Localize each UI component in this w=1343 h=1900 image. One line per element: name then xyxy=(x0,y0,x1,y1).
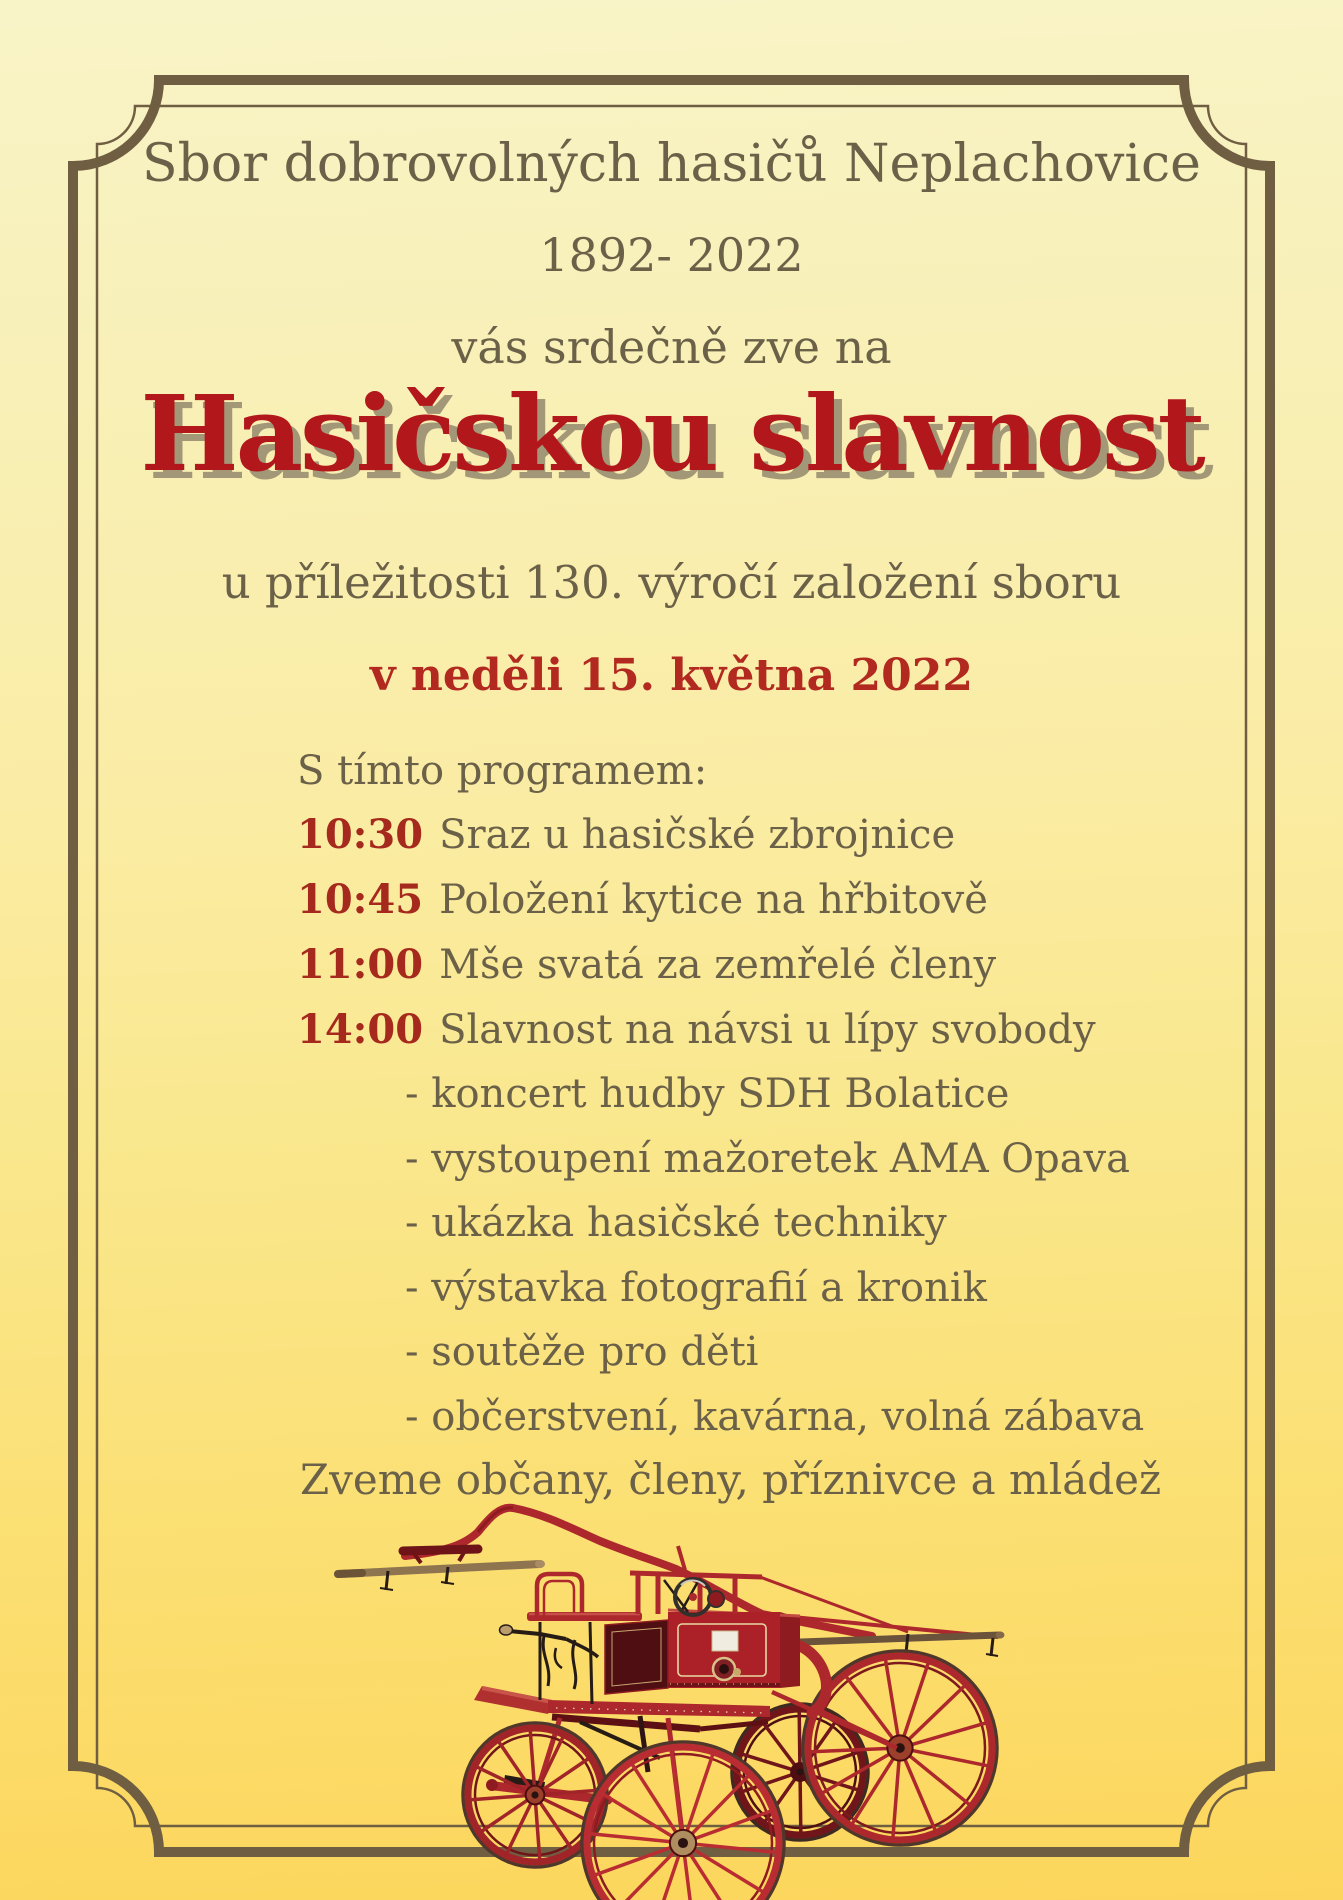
program-time: 10:45 xyxy=(297,876,424,923)
afternoon-activity-item: - soutěže pro děti xyxy=(405,1329,759,1375)
afternoon-activity-item: - ukázka hasičské techniky xyxy=(405,1200,947,1246)
organization-line: Sbor dobrovolných hasičů Neplachovice xyxy=(142,134,1201,194)
years-line: 1892- 2022 xyxy=(539,228,804,282)
program-time: 11:00 xyxy=(297,941,424,988)
poster-title: Hasičskou slavnost xyxy=(140,372,1203,495)
cart-front-wheel xyxy=(582,1742,784,1900)
cart-left-wheel xyxy=(463,1723,607,1867)
program-time: 14:00 xyxy=(297,1006,424,1053)
program-heading: S tímto programem: xyxy=(297,748,708,794)
cart-right-wheel xyxy=(803,1651,997,1845)
program-row xyxy=(297,876,988,923)
cart-rear-hidden-wheel xyxy=(732,1704,868,1840)
program-row xyxy=(297,1006,1096,1053)
closing-line: Zveme občany, členy, příznivce a mládež xyxy=(300,1455,1162,1504)
afternoon-activity-item: - občerstvení, kavárna, volná zábava xyxy=(405,1394,1145,1440)
program-activity: Sraz u hasičské zbrojnice xyxy=(439,812,956,858)
invitation-line: vás srdečně zve na xyxy=(451,320,892,374)
fire-pump-cart-illustration xyxy=(338,1508,1005,1900)
program-activity: Slavnost na návsi u lípy svobody xyxy=(439,1007,1096,1053)
afternoon-activity-item: - výstavka fotografií a kronik xyxy=(405,1265,987,1311)
afternoon-activity-item: - vystoupení mažoretek AMA Opava xyxy=(405,1136,1130,1182)
program-activity: Mše svatá za zemřelé členy xyxy=(439,942,997,988)
event-date-line: v neděli 15. května 2022 xyxy=(370,650,973,701)
program-row xyxy=(297,811,955,858)
program-time: 10:30 xyxy=(297,811,424,858)
afternoon-activity-item: - koncert hudby SDH Bolatice xyxy=(405,1071,1010,1117)
occasion-line: u příležitosti 130. výročí založení sboru xyxy=(221,556,1122,609)
program-activity: Položení kytice na hřbitově xyxy=(439,877,988,923)
program-row xyxy=(297,941,996,988)
